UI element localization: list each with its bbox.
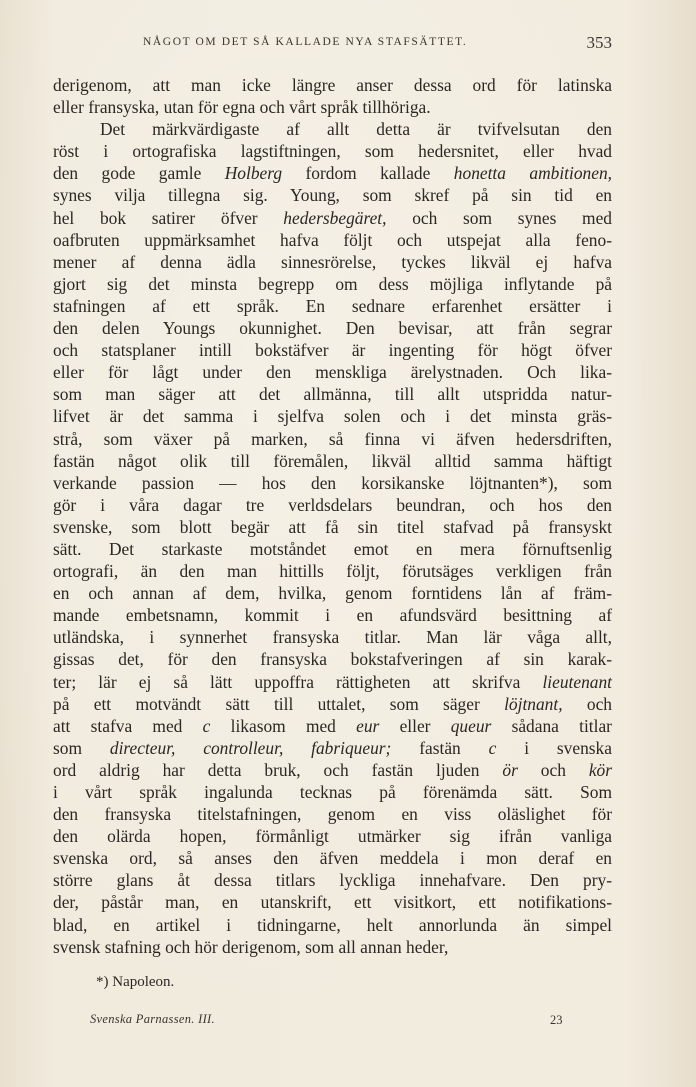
text-segment: och — [562, 693, 613, 714]
text-line — [53, 560, 612, 582]
italic-text: honetta ambitionen, — [453, 163, 612, 184]
text-line — [53, 162, 612, 184]
text-segment: och statsplaner intill bokstäfver är ingenting för högt öfver — [53, 340, 612, 361]
text-line — [53, 251, 612, 273]
text-segment: ord aldrig har detta bruk, och fastän ljuden — [53, 759, 503, 780]
text-line — [53, 450, 612, 472]
text-segment: mande embetsnamn, kommit i en afundsvärd besittning af — [53, 605, 612, 626]
text-line — [53, 582, 612, 604]
printer-signature: Svenska Parnassen. III. — [90, 1012, 215, 1026]
italic-text: eur — [356, 715, 380, 736]
text-segment: fordom kallade — [282, 163, 454, 184]
italic-text: c — [488, 737, 497, 758]
text-segment: blad, en artikel i tidningarne, helt annorlunda än simpel — [53, 914, 612, 935]
text-segment: synes vilja tillegna sig. Young, som skref på sin tid en — [53, 185, 612, 206]
text-line — [53, 361, 612, 383]
text-line — [53, 472, 612, 494]
text-segment: gissas det, för den fransyska bokstafveringen af sin karak- — [53, 649, 612, 670]
text-line — [53, 715, 612, 737]
text-line — [53, 74, 612, 96]
text-line — [53, 737, 612, 759]
text-segment: och som synes med — [386, 207, 612, 228]
text-segment: der, påstår man, en utanskrift, ett visitkort, ett notifikations- — [53, 892, 612, 913]
text-line — [53, 317, 612, 339]
text-segment: ortografi, än den man hittills följt, förutsäges verkligen från — [53, 561, 612, 582]
text-segment: Det märkvärdigaste af allt detta är tvifvelsutan den — [100, 119, 612, 140]
text-line — [53, 516, 612, 538]
text-line — [53, 671, 612, 693]
text-line — [53, 494, 612, 516]
text-segment: oafbruten uppmärksamhet hafva följt och utspejat alla feno- — [53, 229, 612, 250]
text-segment: likasom med — [210, 715, 357, 736]
text-segment: svenska ord, så anses den äfven meddela i mon deraf en — [53, 848, 612, 869]
text-segment: eller — [379, 715, 451, 736]
text-segment: hel bok satirer öfver — [53, 207, 284, 228]
text-segment: lifvet är det samma i sjelfva solen och i det minsta gräs- — [53, 406, 612, 427]
text-segment: röst i ortografiska lagstiftningen, som hedersnitet, eller hvad — [53, 141, 612, 162]
text-line — [53, 273, 612, 295]
text-line — [53, 847, 612, 869]
italic-text: kör — [588, 759, 613, 780]
text-segment: mener af denna ädla sinnesrörelse, tyckes likväl ej hafva — [53, 251, 612, 272]
running-title: NÅGOT OM DET SÅ KALLADE NYA STAFSÄTTET. — [143, 36, 468, 48]
text-line — [53, 229, 612, 251]
text-segment: svensk stafning och hör derigenom, som all annan heder, — [53, 936, 449, 957]
text-line — [53, 803, 612, 825]
text-segment: stafningen af ett språk. En sednare erfarenhet ersätter i — [53, 295, 612, 316]
text-segment: sådana titlar — [491, 715, 612, 736]
text-segment: utländska, i synnerhet fransyska titlar. Man lär våga allt, — [53, 627, 612, 648]
text-segment: och — [517, 759, 589, 780]
text-segment: större glans åt dessa titlars lyckliga innehafvare. Den pry- — [53, 870, 612, 891]
text-segment: den gode gamle — [53, 163, 225, 184]
italic-text: löjtnant, — [504, 693, 563, 714]
text-segment: gör i våra dagar tre verldsdelars beundran, och hos den — [53, 494, 612, 515]
text-segment: på ett motvändt sätt till uttalet, som säger — [53, 693, 505, 714]
italic-text: c — [202, 715, 211, 736]
italic-text: directeur, controlleur, fabriqueur; — [109, 737, 392, 758]
text-segment: den olärda hopen, förmånligt utmärker sig ifrån vanliga — [53, 826, 612, 847]
text-segment: fastän — [391, 737, 489, 758]
text-line — [53, 383, 612, 405]
text-segment: sätt. Det starkaste motståndet emot en mera förnuftsenlig — [53, 538, 612, 559]
text-segment: eller för lågt under den menskliga ärelystnaden. Och lika- — [53, 362, 612, 383]
text-segment: fastän något olik till föremålen, likväl alltid samma häftigt — [53, 450, 612, 471]
text-segment: gjort sig det minsta begrepp om dess möjliga inflytande på — [53, 273, 612, 294]
text-line — [53, 140, 612, 162]
text-segment: eller fransyska, utan för egna och vårt språk tillhöriga. — [53, 97, 431, 118]
body-text — [53, 74, 612, 958]
text-line — [53, 693, 612, 715]
text-line — [53, 96, 612, 118]
text-segment: i svenska — [496, 737, 612, 758]
text-segment: svenske, som blott begär att få sin titel stafvad på fransyskt — [53, 516, 612, 537]
text-segment: den delen Youngs okunnighet. Den bevisar, att från segrar — [53, 318, 612, 339]
italic-text: queur — [450, 715, 492, 736]
text-line — [53, 207, 612, 229]
text-line — [53, 538, 612, 560]
italic-text: Holberg — [224, 163, 283, 184]
text-segment: verkande passion — hos den korsikanske löjtnanten*), som — [53, 472, 612, 493]
text-line — [53, 891, 612, 913]
text-line — [53, 648, 612, 670]
text-segment: en och annan af dem, hvilka, genom forntidens lån af främ- — [53, 583, 612, 604]
text-segment: i vårt språk ingalunda tecknas på förenämda sätt. Som — [53, 782, 612, 802]
italic-text: ör — [502, 759, 518, 780]
text-line — [53, 781, 612, 803]
italic-text: lieutenant — [542, 671, 612, 692]
sheet-number: 23 — [550, 1013, 563, 1027]
italic-text: hedersbegäret, — [283, 207, 387, 228]
page-number: 353 — [586, 33, 612, 52]
text-segment: strå, som växer på marken, så finna vi äfven hedersdriften, — [53, 428, 612, 449]
text-segment: att stafva med — [53, 715, 203, 736]
text-line — [53, 825, 612, 847]
footnote: *) Napoleon. — [96, 974, 175, 990]
text-line — [53, 339, 612, 361]
text-line — [53, 626, 612, 648]
text-segment: den fransyska titelstafningen, genom en viss oläslighet för — [53, 804, 612, 825]
text-segment: derigenom, att man icke längre anser dessa ord för latinska — [53, 75, 612, 95]
text-line — [53, 604, 612, 626]
text-line — [53, 295, 612, 317]
text-line — [53, 914, 612, 936]
text-line — [53, 936, 612, 958]
text-line — [53, 118, 612, 140]
text-line — [53, 759, 612, 781]
text-line — [53, 869, 612, 891]
text-line — [53, 184, 612, 206]
text-segment: som man säger att det allmänna, till allt utspridda natur- — [53, 384, 612, 405]
text-line — [53, 405, 612, 427]
text-line — [53, 428, 612, 450]
text-segment: som — [53, 737, 110, 758]
text-segment: ter; lär ej så lätt uppoffra rättigheten att skrifva — [53, 671, 543, 692]
